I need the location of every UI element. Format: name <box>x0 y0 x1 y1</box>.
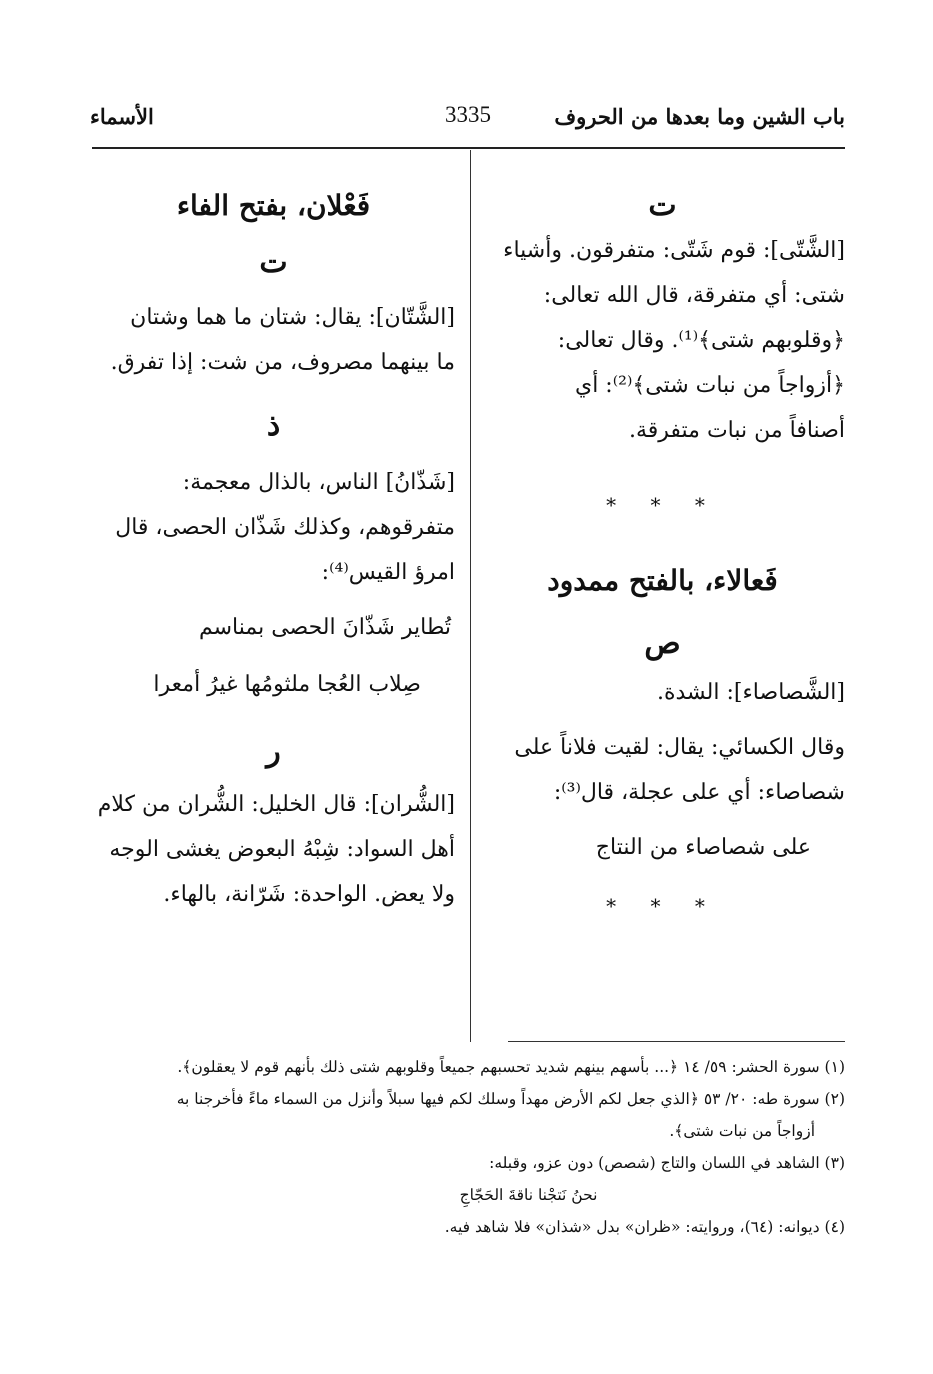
footnote-3-verse: نحنُ نَتجْنا ناقةَ الحَجّاجِ <box>459 1186 598 1204</box>
entry-line: [الشُّران]: قال الخليل: الشُّران من كلام <box>97 792 455 817</box>
entry-line: شتى: أي متفرقة، قال الله تعالى: <box>543 283 845 308</box>
footnotes <box>92 1051 845 1243</box>
entry-line: ما بينهما مصروف، من شت: إذا تفرق. <box>110 350 455 375</box>
letter-heading-t: ت <box>648 188 677 223</box>
footnote-2: (٢) سورة طه: ٢٠/ ٥٣ ﴿الذي جعل لكم الأرض مهداً وسلك لكم فيها سبلاً وأنزل من السماء ماءً فأخرجنا به <box>176 1090 845 1108</box>
entry-line: [الشَّتّى]: قوم شَتّى: متفرقون. وأشياء <box>503 238 845 263</box>
footnote-4: (٤) ديوانه: (٦٤)، وروايته: «ظران» بدل «شذان» فلا شاهد فيه. <box>444 1218 845 1236</box>
letter-heading-s: ص <box>644 626 681 661</box>
section-title: الأسماء <box>90 104 154 129</box>
entry-line: ﴿أزواجاً من نبات شتى﴾⁽²⁾: أي <box>574 373 845 398</box>
poetry-verse: صِلاب العُجا ملثومُها غيرُ أمعرا <box>153 672 421 697</box>
entry-line: امرؤ القيس⁽⁴⁾: <box>321 560 455 585</box>
footnote-1: (١) سورة الحشر: ٥٩/ ١٤ ﴿... بأسهم بينهم شديد تحسبهم جميعاً وقلوبهم شتى ذلك بأنهم قوم لا يعقلون﴾. <box>177 1058 845 1076</box>
letter-heading-t: ت <box>259 245 288 280</box>
header-rule <box>92 147 845 149</box>
entry-line: أهل السواد: شِبْهُ البعوض يغشى الوجه <box>109 837 455 862</box>
entry-line: [شَذّانُ] الناس، بالذال معجمة: <box>182 470 455 495</box>
entry-line: شصاصاء: أي على عجلة، قال⁽³⁾: <box>553 780 845 805</box>
entry-line: وقال الكسائي: يقال: لقيت فلاناً على <box>514 735 845 760</box>
entry-line: [الشَّصاصاء]: الشدة. <box>656 680 845 705</box>
left-column <box>92 183 455 917</box>
separator-stars: * * * <box>606 493 719 517</box>
footnote-2-continuation: أزواجاً من نبات شتى﴾. <box>669 1122 815 1140</box>
entry-line: ولا يعض. الواحدة: شَرّانة، بالهاء. <box>163 882 455 907</box>
page-header <box>90 100 845 134</box>
separator-stars: * * * <box>606 894 719 918</box>
pattern-heading: فَعالاء، بالفتح ممدود <box>547 564 778 597</box>
chapter-title: باب الشين وما بعدها من الحروف <box>554 104 845 129</box>
entry-line: ﴿وقلوبهم شتى﴾⁽¹⁾. وقال تعالى: <box>557 328 845 353</box>
footnote-rule <box>508 1041 845 1042</box>
poetry-verse: تُطاير شَذّانَ الحصى بمناسم <box>198 615 451 640</box>
letter-heading-dh: ذ <box>266 408 281 443</box>
page-number: 3335 <box>445 102 491 127</box>
column-separator <box>470 150 471 1042</box>
poetry-verse: على شصاصاء من النتاج <box>595 835 811 860</box>
entry-line: متفرقوهم، وكذلك شَذّان الحصى، قال <box>115 515 455 540</box>
right-column <box>480 183 845 929</box>
footnote-3: (٣) الشاهد في اللسان والتاج (شصص) دون عزو، وقبله: <box>489 1154 845 1172</box>
entry-line: [الشَّتّان]: يقال: شتان ما هما وشتان <box>130 305 455 330</box>
pattern-heading: فَعْلان، بفتح الفاء <box>176 189 371 222</box>
entry-line: أصنافاً من نبات متفرقة. <box>628 418 845 443</box>
letter-heading-r: ر <box>266 734 281 769</box>
